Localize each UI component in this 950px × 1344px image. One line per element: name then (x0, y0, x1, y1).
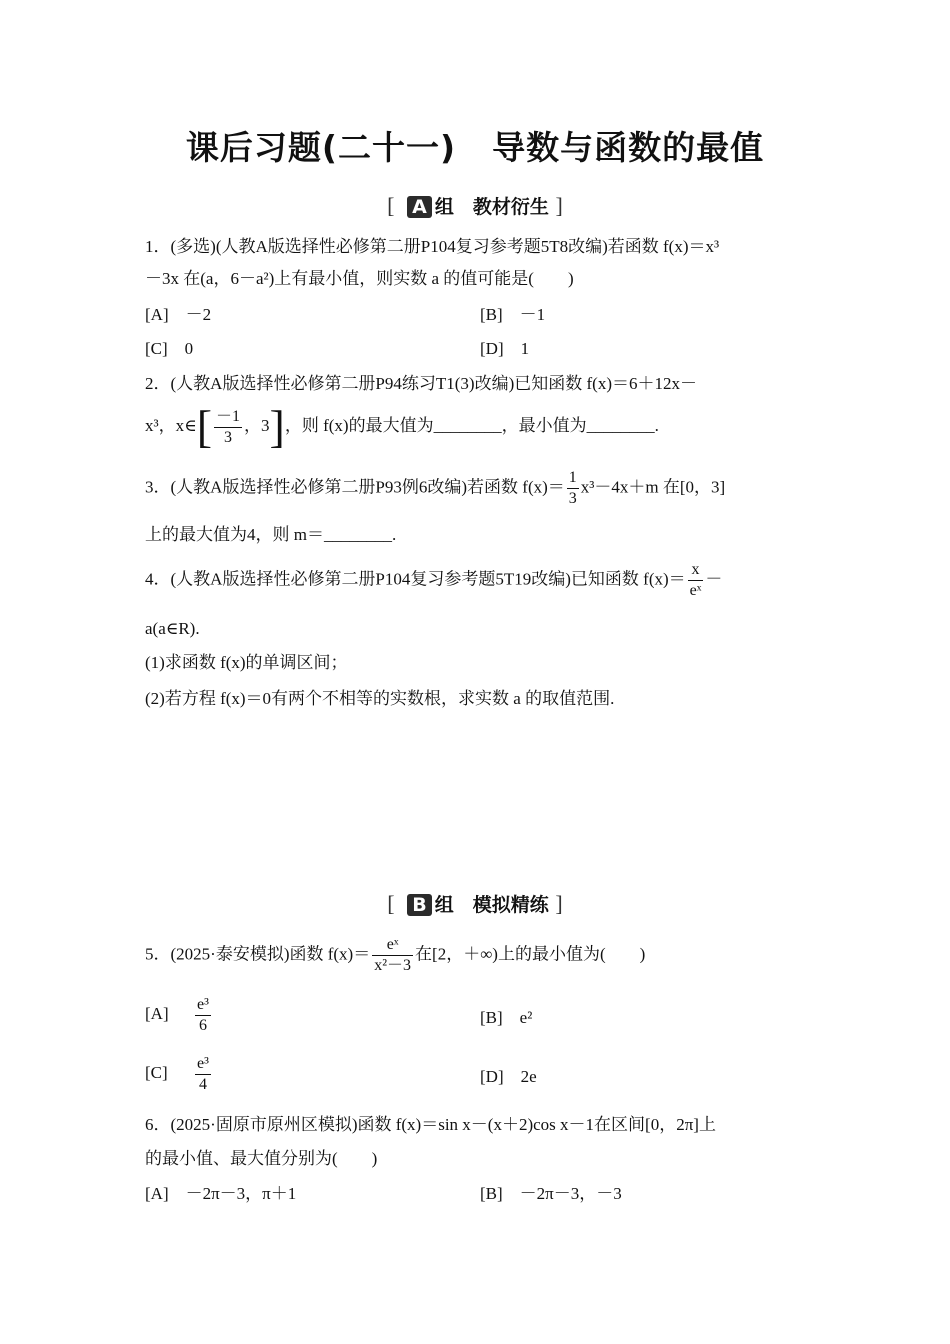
q1-option-a: [A] －2 (145, 305, 212, 324)
q5-a-den: 6 (198, 1017, 207, 1034)
bracket-right: ] (555, 891, 563, 916)
q2-line1: 2．(人教A版选择性必修第二册P94练习T1(3)改编)已知函数 f(x)＝6＋12x－ (145, 374, 697, 393)
q1-option-c: [C] 0 (145, 339, 194, 358)
q4-part2: (2)若方程 f(x)＝0有两个不相等的实数根，求实数 a 的取值范围. (145, 689, 615, 708)
q1-line1: 1．(多选)(人教A版选择性必修第二册P104复习参考题5T8改编)若函数 f(x)＝x³ (145, 237, 720, 256)
group-b-header (0, 890, 950, 917)
q5-fraction (372, 935, 413, 976)
q2-mid: ，3 (244, 415, 270, 435)
q3-den: 3 (568, 490, 577, 507)
q3-line2: 上的最大值为4，则 m＝________. (145, 525, 397, 544)
bracket-left: [ (387, 891, 395, 916)
q4-num: x (688, 560, 704, 581)
q5-option-c (145, 1054, 213, 1095)
q5-option-d: [D] 2e (480, 1067, 537, 1086)
q5-line1 (145, 935, 645, 976)
q2-den: 3 (224, 428, 233, 446)
q5-c-label: [C] (145, 1063, 168, 1083)
group-b-badge: B (407, 894, 431, 916)
q4-part1: (1)求函数 f(x)的单调区间； (145, 653, 348, 672)
q2-fraction (214, 407, 242, 448)
group-a-header (0, 192, 950, 219)
group-a-label: 组 教材衍生 (434, 196, 549, 218)
q5-c-den: 4 (198, 1076, 207, 1093)
group-a-badge: A (407, 196, 432, 218)
q3-num: 1 (567, 468, 579, 489)
page-title (0, 122, 950, 169)
bracket-right: ] (555, 193, 563, 218)
q6-option-b: [B] －2π－3，－3 (480, 1184, 622, 1203)
q4-pre: 4．(人教A版选择性必修第二册P104复习参考题5T19改编)已知函数 f(x)＝ (145, 569, 686, 589)
q3-line1 (145, 468, 725, 509)
q4-fraction (688, 560, 704, 601)
q3-pre: 3．(人教A版选择性必修第二册P93例6改编)若函数 f(x)＝ (145, 477, 565, 497)
q4-den: eˣ (689, 582, 702, 599)
q5-a-label: [A] (145, 1004, 169, 1024)
title-sub: 导数与函数的最值 (492, 128, 765, 167)
q2-num: －1 (214, 407, 242, 428)
q2-pre: x³，x∈ (145, 415, 197, 435)
q6-option-a: [A] －2π－3，π＋1 (145, 1184, 297, 1203)
q1-option-b: [B] －1 (480, 305, 546, 324)
q2-post: ，则 f(x)的最大值为________，最小值为________. (284, 415, 659, 435)
title-main: 课后习题(二十一) (185, 128, 457, 167)
q6-line2: 的最小值、最大值分别为( ) (145, 1149, 378, 1168)
q5-num: eˣ (372, 935, 413, 956)
q5-den: x²－3 (374, 957, 412, 974)
q5-pre: 5．(2025·泰安模拟)函数 f(x)＝ (145, 944, 371, 964)
q5-option-a (145, 995, 213, 1036)
q3-fraction (567, 468, 579, 509)
q1-line2: －3x 在(a，6－a²)上有最小值，则实数 a 的值可能是( ) (145, 269, 574, 288)
q1-option-d: [D] 1 (480, 339, 530, 358)
group-b-label: 组 模拟精练 (434, 894, 549, 916)
q4-line2: a(a∈R). (145, 619, 200, 638)
q3-post: x³－4x＋m 在[0，3] (580, 477, 726, 497)
bracket-open: [ (196, 401, 213, 452)
q5-a-fraction (195, 995, 211, 1036)
q5-c-fraction (195, 1054, 211, 1095)
q5-a-num: e³ (195, 995, 211, 1016)
q4-post: － (705, 569, 723, 589)
q5-option-b: [B] e² (480, 1008, 533, 1027)
bracket-close: ] (269, 401, 285, 452)
q4-line1 (145, 560, 722, 601)
q6-line1: 6．(2025·固原市原州区模拟)函数 f(x)＝sin x－(x＋2)cos x－1在区间[0，2π]上 (145, 1115, 716, 1134)
q5-c-num: e³ (195, 1054, 211, 1075)
q5-post: 在[2，＋∞)上的最小值为( ) (415, 944, 646, 964)
bracket-left: [ (387, 193, 395, 218)
q2-line2 (145, 401, 659, 452)
